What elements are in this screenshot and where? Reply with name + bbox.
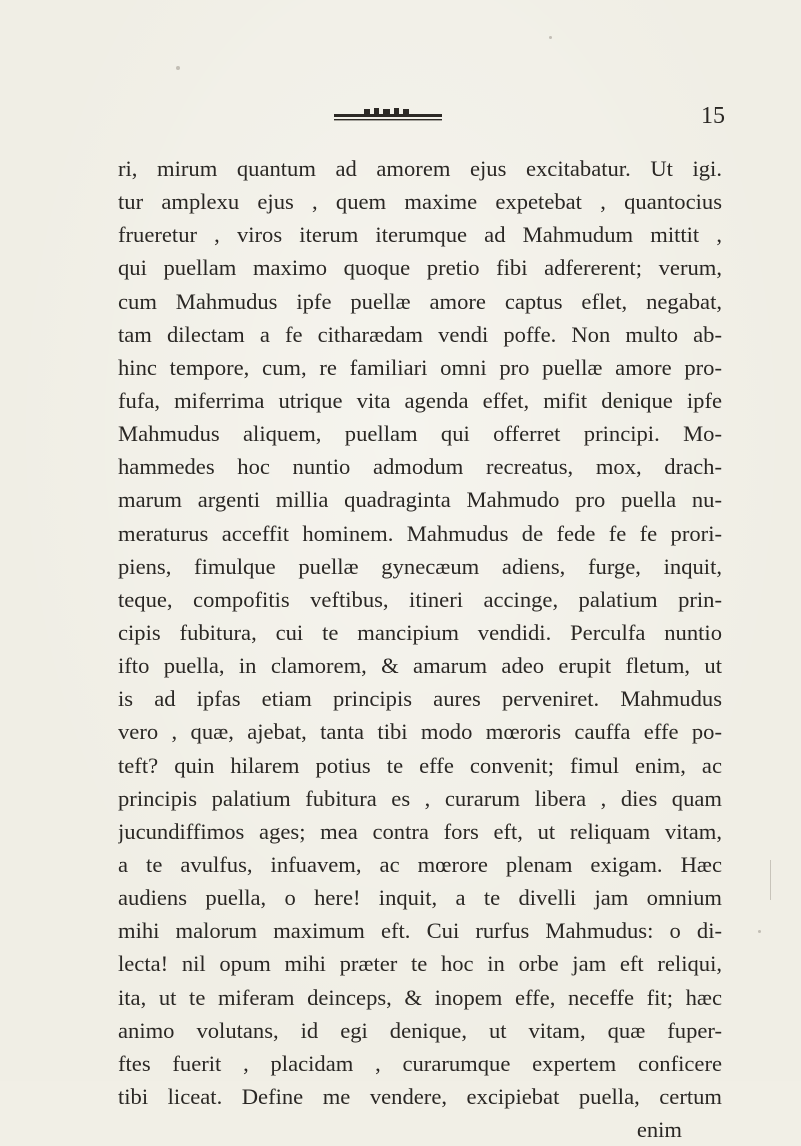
paper-crease [770, 860, 771, 900]
text-line: mihi malorum maximum eft. Cui rurfus Mahmudus: o di- [118, 918, 722, 944]
text-line: ifto puella, in clamorem, & amarum adeo erupit fletum, ut [118, 653, 722, 679]
text-line: teque, compofitis veftibus, itineri accinge, palatium prin- [118, 586, 722, 612]
text-line: vero , quæ, ajebat, tanta tibi modo mœroris cauffa effe po- [118, 719, 722, 745]
text-line: tibi liceat. Define me vendere, excipiebat puella, certum [118, 1083, 722, 1109]
ink-speck [176, 66, 180, 70]
headpiece-ornament-icon [334, 108, 442, 124]
text-line: animo volutans, id egi denique, ut vitam, quæ fuper- [118, 1017, 722, 1043]
text-line: ita, ut te miferam deinceps, & inopem effe, neceffe fit; hæc [118, 984, 722, 1010]
text-line: a te avulfus, infuavem, ac mœrore plenam exigam. Hæc [118, 851, 722, 877]
text-line: teft? quin hilarem potius te effe convenit; fimul enim, ac [118, 752, 722, 778]
text-line: marum argenti millia quadraginta Mahmudo pro puella nu- [118, 487, 722, 513]
text-line: hinc tempore, cum, re familiari omni pro puellæ amore pro- [118, 354, 722, 380]
text-line: audiens puella, o here! inquit, a te divelli jam omnium [118, 885, 722, 911]
ink-speck [549, 36, 552, 39]
text-line: is ad ipfas etiam principis aures perveniret. Mahmudus [118, 686, 722, 712]
text-line: ftes fuerit , placidam , curarumque expertem conficere [118, 1050, 722, 1076]
page-number: 15 [701, 103, 725, 129]
body-text [118, 152, 722, 1146]
text-line: tam dilectam a fe citharædam vendi poffe. Non multo ab- [118, 321, 722, 347]
text-line: cipis fubitura, cui te mancipium vendidi. Perculfa nuntio [118, 619, 722, 645]
text-line: frueretur , viros iterum iterumque ad Mahmudum mittit , [118, 222, 722, 248]
text-line: fufa, miferrima utrique vita agenda effet, mifit denique ipfe [118, 387, 722, 413]
text-line: Mahmudus aliquem, puellam qui offerret principi. Mo- [118, 421, 722, 447]
text-line: lecta! nil opum mihi præter te hoc in orbe jam eft reliqui, [118, 951, 722, 977]
text-line: qui puellam maximo quoque pretio fibi adfererent; verum, [118, 255, 722, 281]
text-line: principis palatium fubitura es , curarum libera , dies quam [118, 785, 722, 811]
text-line: meraturus acceffit hominem. Mahmudus de fede fe fe prori- [118, 520, 722, 546]
text-line: tur amplexu ejus , quem maxime expetebat , quantocius [118, 189, 722, 215]
text-line: piens, fimulque puellæ gynecæum adiens, furge, inquit, [118, 553, 722, 579]
catchword: enim [636, 1117, 682, 1143]
text-line: hammedes hoc nuntio admodum recreatus, mox, drach- [118, 454, 722, 480]
ink-speck [758, 930, 761, 933]
text-line: jucundiffimos ages; mea contra fors eft, ut reliquam vitam, [118, 818, 722, 844]
text-line: cum Mahmudus ipfe puellæ amore captus eflet, negabat, [118, 288, 722, 314]
text-line: ri, mirum quantum ad amorem ejus excitabatur. Ut igi. [118, 156, 722, 181]
